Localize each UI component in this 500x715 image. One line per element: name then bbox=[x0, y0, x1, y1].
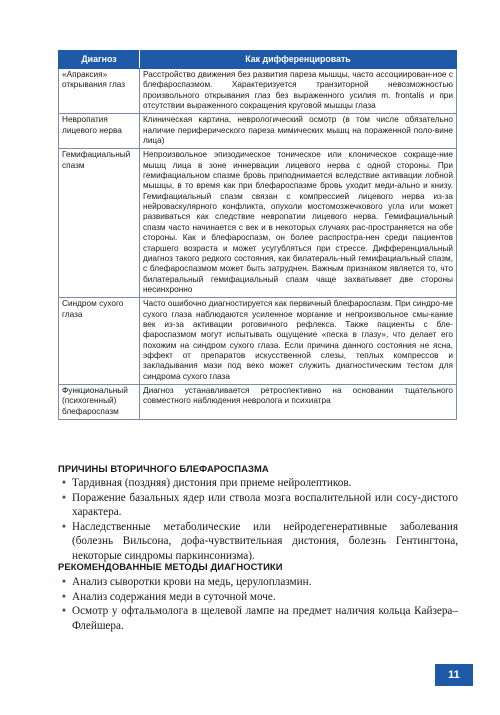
list-item bbox=[58, 604, 458, 633]
table-row bbox=[59, 69, 457, 114]
diagnosis-cell: Невропатия лицевого нерва bbox=[59, 114, 140, 149]
list-item-text: Тардивная (поздняя) дистония при приеме нейролептиков. bbox=[72, 477, 352, 489]
list-item bbox=[58, 476, 458, 491]
list-item bbox=[58, 520, 458, 564]
column-header-diagnosis: Диагноз bbox=[59, 51, 140, 69]
diagnosis-cell: Синдром сухого глаза bbox=[59, 298, 140, 385]
section-title-secondary-causes: ПРИЧИНЫ ВТОРИЧНОГО БЛЕФАРОСПАЗМА bbox=[58, 463, 269, 474]
diagnosis-cell: Функциональный (психогенный) блефароспазм bbox=[59, 384, 140, 419]
differentiation-cell: Клиническая картина, неврологический осмотр (в том числе обязательно наличие периферического пареза мимических мышц на пораженной поло-вине лица) bbox=[140, 114, 457, 149]
diagnosis-cell: Гемифациальный спазм bbox=[59, 149, 140, 298]
table-row bbox=[59, 384, 457, 419]
list-item-text: Наследственные метаболические или нейродегенеративные заболевания (болезнь Вильсона, дофа-чувствительная дистония, болезнь Гентингтона, некоторые синдромы паркинсонизма). bbox=[72, 520, 458, 562]
bullet-icon: • bbox=[62, 491, 66, 504]
differentiation-cell: Часто ошибочно диагностируется как первичный блефароспазм. При синдро-ме сухого глаза наблюдаются усиленное моргание и непроизвольное смы-кание век из-за активации роговичного рефлекса. Также пациенты с бле-фароспазмом могут испытывать ощущение «песка в глазу», что делает его похожим на синдром сухого глаза. Если причина данного состояния не ясна, эффект от препаратов искусственной слезы, теплых компрессов и закладывания мази под веко может служить диагностическим тестом для синдрома сухого глаза bbox=[140, 298, 457, 385]
table-row bbox=[59, 298, 457, 385]
column-header-how-to-differentiate: Как дифференцировать bbox=[140, 51, 457, 69]
differential-diagnosis-table bbox=[58, 50, 457, 420]
secondary-causes-list bbox=[58, 476, 458, 564]
bullet-icon: • bbox=[62, 477, 66, 489]
list-item-text: Поражение базальных ядер или ствола мозга воспалительной или сосу-дистого характера. bbox=[72, 491, 458, 519]
table-row bbox=[59, 149, 457, 298]
differentiation-cell: Диагноз устанавливается ретроспективно на основании тщательного совместного наблюдения невролога и психиатра bbox=[140, 384, 457, 419]
differentiation-cell: Непроизвольное эпизодическое тоническое или клоническое сокраще-ние мышц лица в зоне иннервации лицевого нерва с одной стороны. При гемифациальном спазме бровь приподнимается вследствие активации лобной мышцы, в то время как при блефароспазме бровь уходит меди-ально и книзу. Гемифациальный спазм связан с компрессией лицевого нерва из-за нейроваскулярного конфликта, опухоли мостомозжечкового угла или может развиваться как следствие невропатии лицевого нерва. Гемифациальный спазм часто начинается с век и в некоторых случаях рас-пространяется на обе стороны. Как и блефароспазм, он более распростра-нен среди пациентов старшего возраста и может усугубляться при стрессе. Дифференциальный диагноз такого редкого состояния, как билатераль-ный гемифациальный спазм, с блефароспазмом может быть затруднен. Важным признаком является то, что билатеральный гемифациальный спазм чаще захватывает две стороны несинхронно bbox=[140, 149, 457, 298]
table-header-row bbox=[59, 51, 457, 69]
list-item-text: Анализ содержания меди в суточной моче. bbox=[72, 590, 276, 603]
differentiation-cell: Расстройство движения без развития пареза мышцы, часто ассоциирован-ное с блефароспазмом. Характеризуется транзиторной невозможностью произвольного открывания глаз без выраженного усилия m. frontalis и при отсутствии выраженного сокращения круговой мышцы глаза bbox=[140, 69, 457, 114]
list-item bbox=[58, 590, 458, 605]
bullet-icon: • bbox=[62, 576, 66, 588]
list-item-text: Анализ сыворотки крови на медь, церулоплазмин. bbox=[72, 576, 312, 588]
bullet-icon: • bbox=[62, 590, 66, 603]
section-title-diagnostic-methods: РЕКОМЕНДОВАННЫЕ МЕТОДЫ ДИАГНОСТИКИ bbox=[58, 561, 283, 572]
bullet-icon: • bbox=[62, 520, 66, 533]
page-number: 11 bbox=[435, 664, 473, 686]
diagnosis-cell: «Апраксия» открывания глаз bbox=[59, 69, 140, 114]
list-item bbox=[58, 575, 458, 590]
list-item-text: Осмотр у офтальмолога в щелевой лампе на предмет наличия кольца Кайзера–Флейшера. bbox=[72, 605, 458, 632]
bullet-icon: • bbox=[62, 605, 66, 618]
diagnostic-methods-list bbox=[58, 575, 458, 633]
list-item bbox=[58, 491, 458, 520]
table-row bbox=[59, 114, 457, 149]
